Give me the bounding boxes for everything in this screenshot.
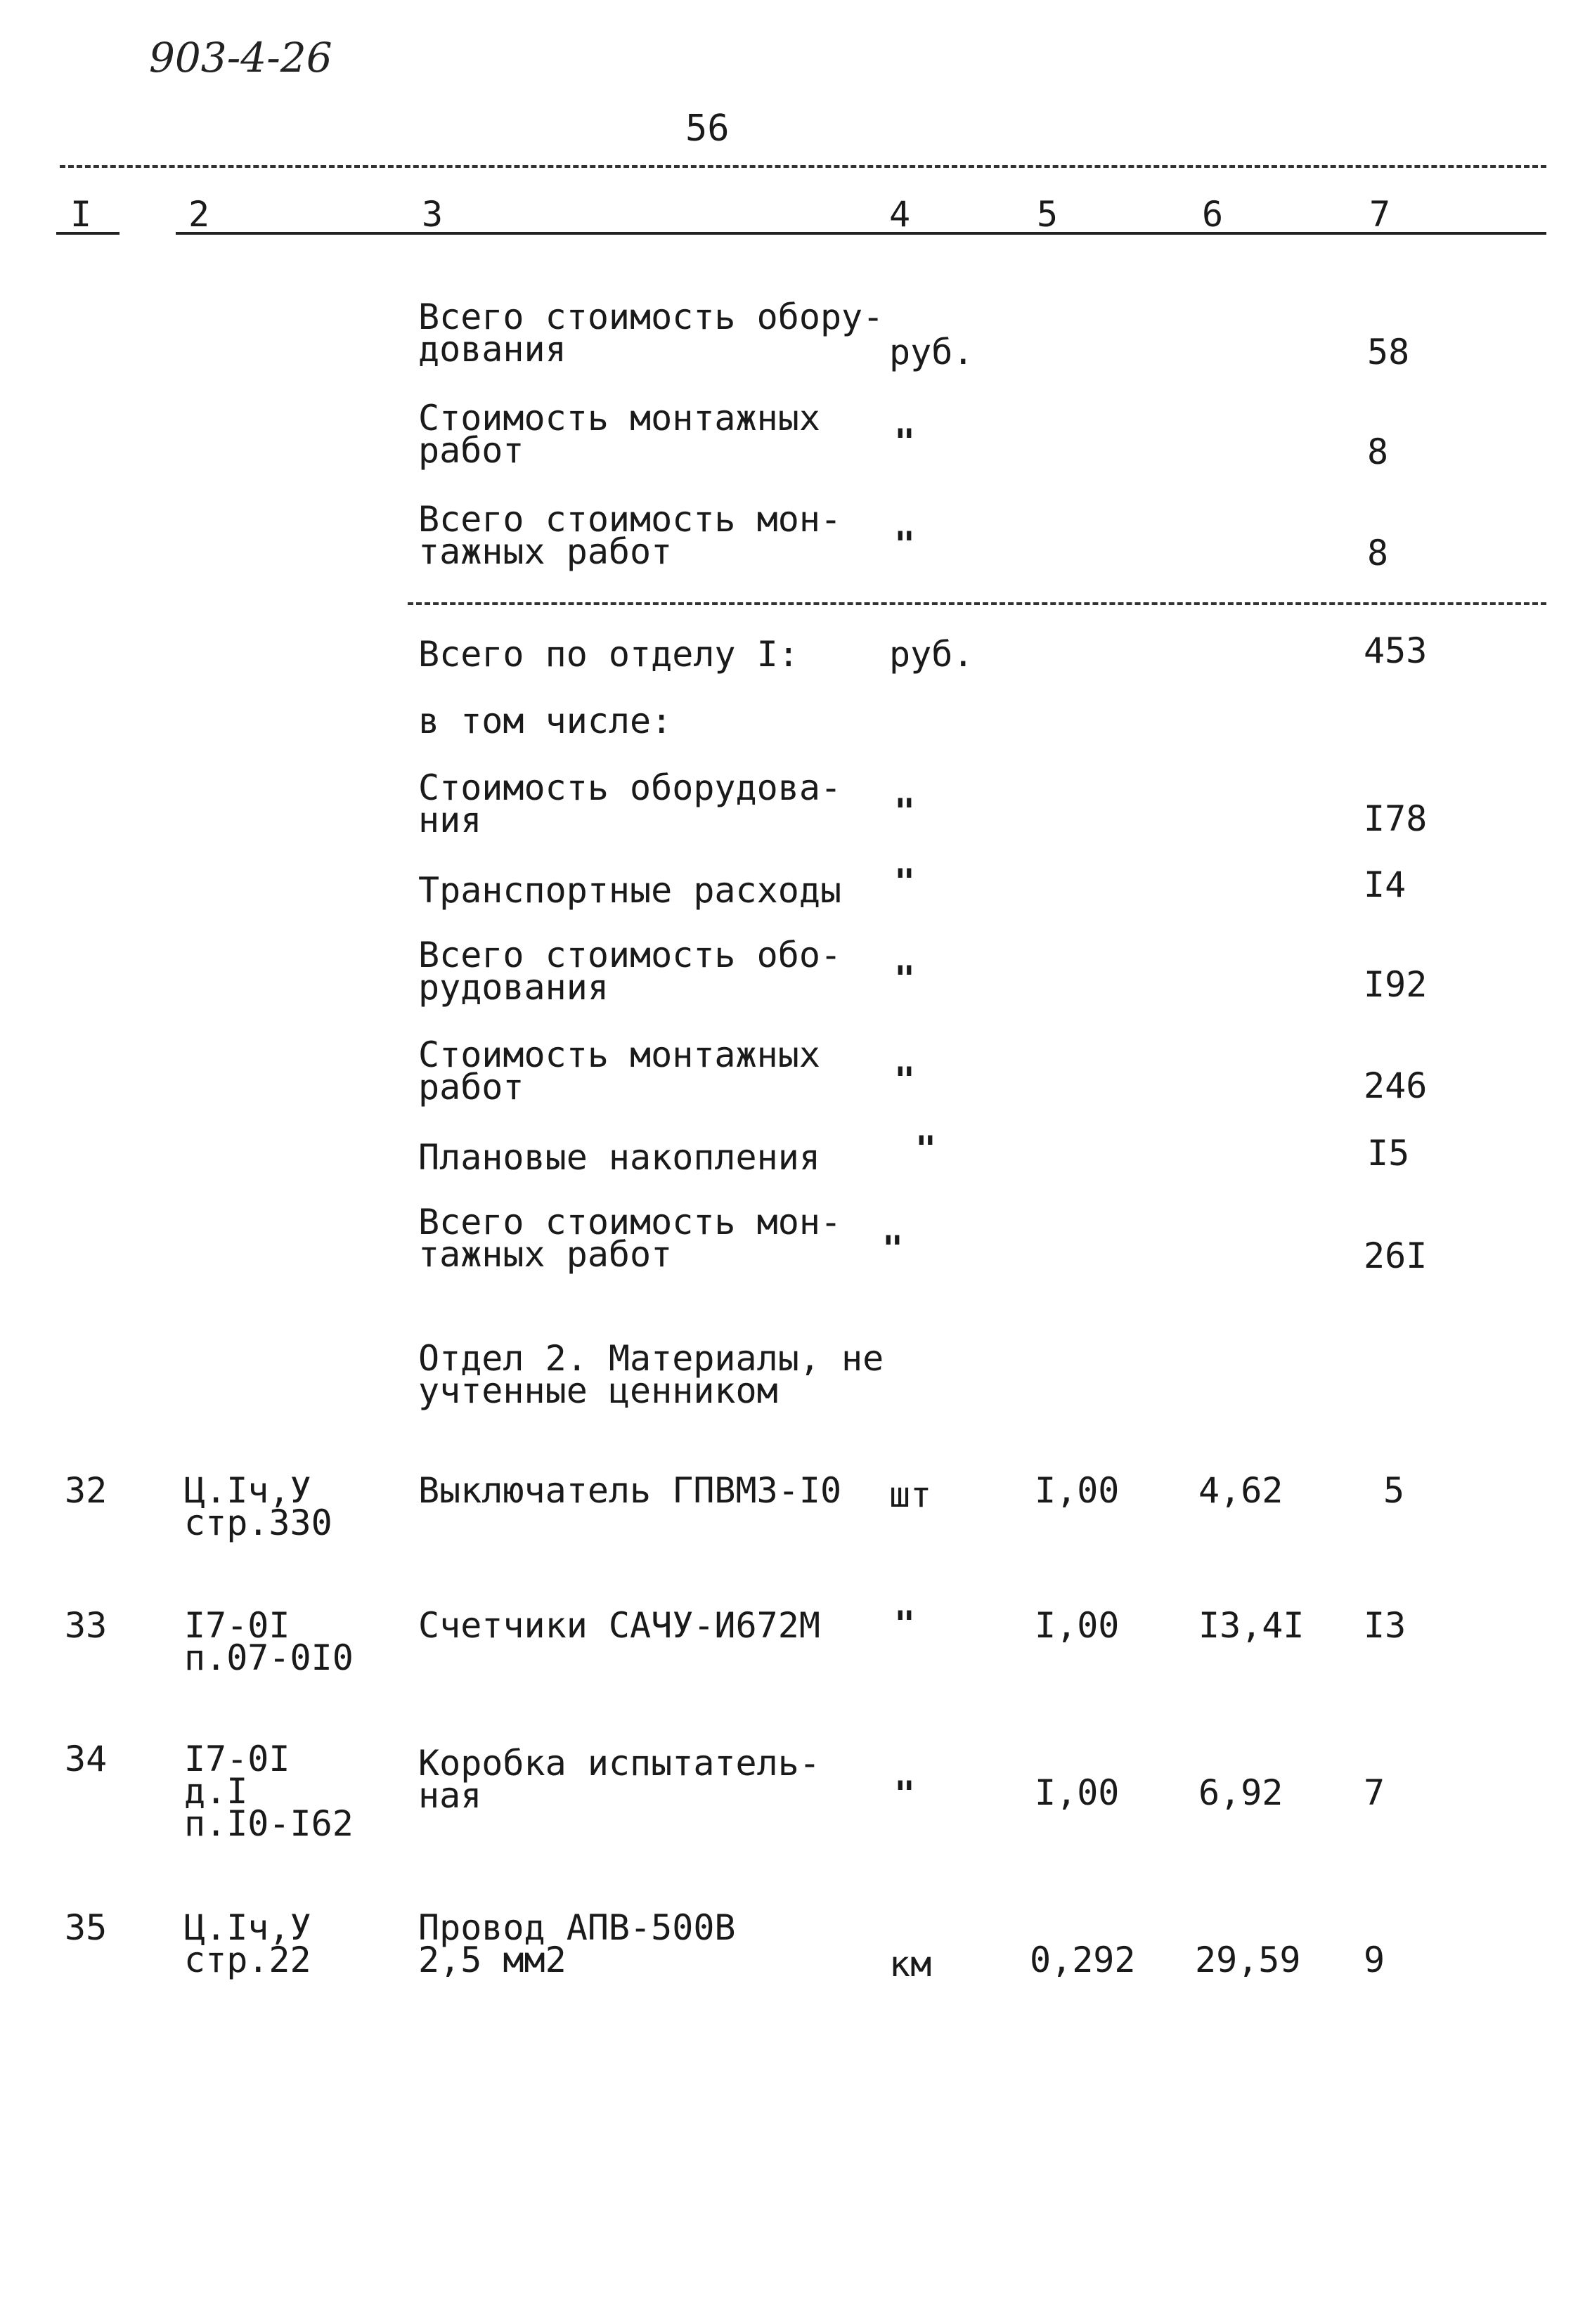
col-header-3: 3 (422, 194, 444, 235)
item-number: 33 (65, 1605, 108, 1646)
item-number: 35 (65, 1907, 108, 1948)
col-header-6: 6 (1202, 194, 1224, 235)
col-header-2: 2 (188, 194, 210, 235)
item-total: I3 (1364, 1605, 1406, 1646)
col-header-1: I (70, 194, 92, 235)
top-rule (60, 165, 1546, 168)
summary-label: Плановые накопления (418, 1137, 820, 1178)
summary-total: I4 (1364, 864, 1406, 905)
summary-unit: " (894, 524, 916, 565)
item-name: Провод АПВ-500В 2,5 мм2 (418, 1907, 736, 1980)
summary-total: 8 (1367, 431, 1389, 472)
item-price: I3,4I (1198, 1605, 1305, 1646)
summary-unit: руб. (889, 634, 974, 675)
page-number: 56 (685, 108, 730, 150)
summary-unit: " (894, 1060, 916, 1101)
item-reference: Ц.Iч,У стр.330 (184, 1470, 332, 1543)
summary-total: 453 (1364, 630, 1428, 671)
item-name: Счетчики САЧУ-И672М (418, 1605, 820, 1646)
summary-unit: " (894, 422, 916, 462)
item-number: 34 (65, 1739, 108, 1779)
summary-unit: " (894, 791, 916, 832)
summary-total: I78 (1364, 798, 1428, 839)
item-name: Выключатель ГПВМЗ-I0 (418, 1470, 842, 1511)
summary-total: 8 (1367, 533, 1389, 573)
summary-unit: " (882, 1228, 904, 1269)
summary-unit: " (894, 959, 916, 999)
summary-total: 26I (1364, 1235, 1428, 1276)
summary-label: Всего стоимость мон- тажных работ (418, 1202, 842, 1275)
summary-total: I5 (1367, 1133, 1410, 1174)
document-code: 903-4-26 (149, 34, 332, 82)
item-price: 4,62 (1198, 1470, 1283, 1511)
summary-unit: " (894, 862, 916, 902)
item-total: 9 (1364, 1940, 1385, 1980)
item-unit: км (889, 1944, 932, 1985)
summary-label: Всего стоимость мон- тажных работ (418, 499, 842, 572)
item-quantity: 0,292 (1030, 1940, 1136, 1980)
col-header-7: 7 (1369, 194, 1391, 235)
summary-label: в том числе: (418, 701, 673, 741)
item-quantity: I,00 (1035, 1605, 1120, 1646)
summary-unit: " (915, 1129, 937, 1169)
summary-unit: руб. (889, 332, 974, 372)
summary-label: Стоимость монтажных работ (418, 398, 820, 471)
summary-label: Всего по отделу I: (418, 634, 799, 675)
item-quantity: I,00 (1035, 1470, 1120, 1511)
summary-label: Транспортные расходы (418, 870, 842, 911)
item-price: 29,59 (1195, 1940, 1301, 1980)
summary-label: Стоимость оборудова- ния (418, 767, 842, 840)
item-unit: " (894, 1774, 916, 1815)
item-quantity: I,00 (1035, 1772, 1120, 1813)
item-reference: Ц.Iч,У стр.22 (184, 1907, 311, 1980)
section-title: Отдел 2. Материалы, не учтенные ценником (418, 1338, 884, 1411)
item-total: 7 (1364, 1772, 1385, 1813)
item-reference: I7-0I п.07-0I0 (184, 1605, 354, 1678)
summary-label: Всего стоимость обо- рудования (418, 935, 842, 1008)
item-total: 5 (1383, 1470, 1405, 1511)
section-divider (408, 602, 1546, 605)
header-underline-rest (176, 232, 1546, 235)
item-price: 6,92 (1198, 1772, 1283, 1813)
header-underline-1 (56, 232, 119, 235)
item-unit: шт (889, 1474, 932, 1515)
item-unit: " (894, 1604, 916, 1644)
summary-total: 246 (1364, 1065, 1428, 1106)
item-reference: I7-0I д.I п.I0-I62 (184, 1739, 354, 1844)
col-header-4: 4 (889, 194, 911, 235)
summary-label: Стоимость монтажных работ (418, 1034, 820, 1108)
item-name: Коробка испытатель- ная (418, 1743, 820, 1816)
summary-total: 58 (1367, 332, 1410, 372)
summary-total: I92 (1364, 964, 1428, 1005)
summary-label: Всего стоимость обору- дования (418, 297, 884, 370)
col-header-5: 5 (1037, 194, 1059, 235)
item-number: 32 (65, 1470, 108, 1511)
